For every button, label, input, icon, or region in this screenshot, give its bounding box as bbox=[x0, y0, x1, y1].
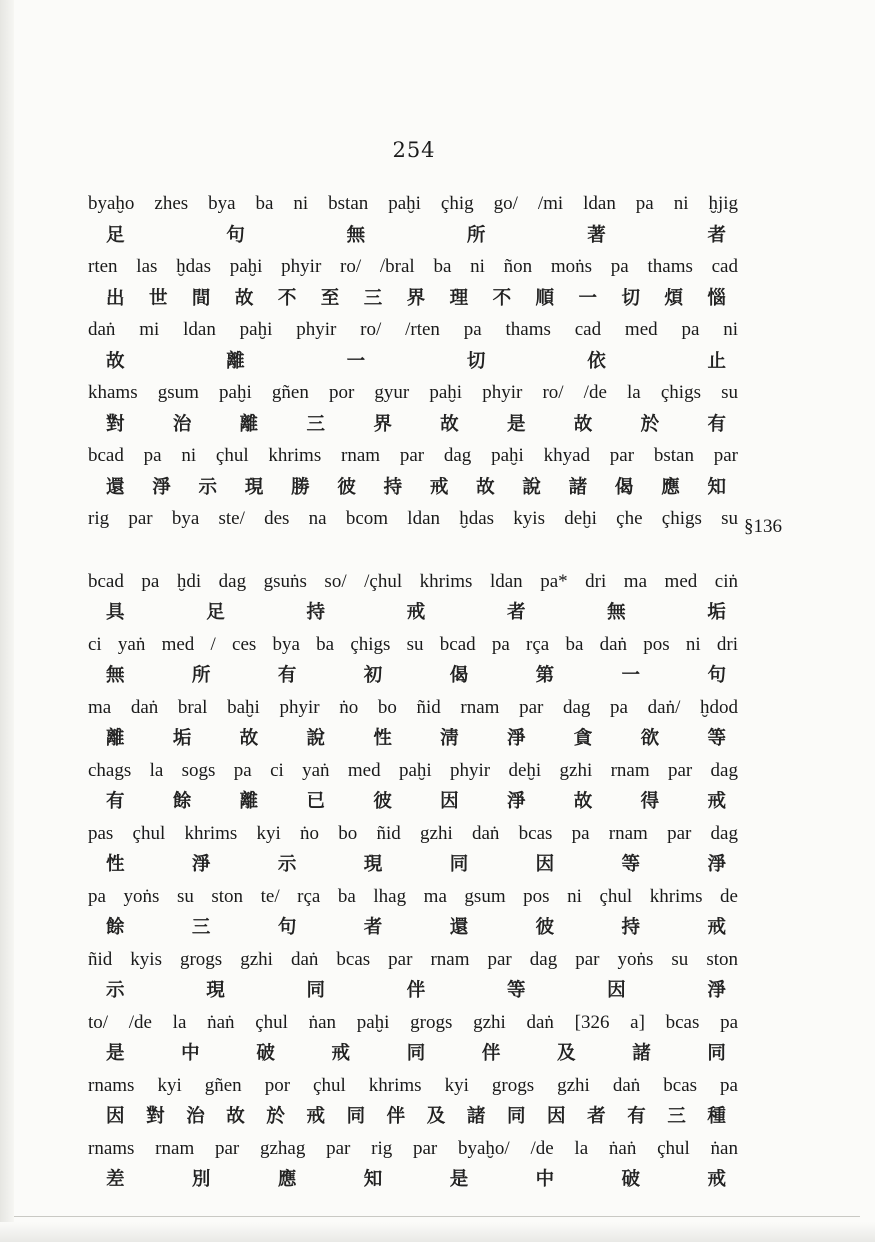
chinese-character: 中 bbox=[535, 1169, 555, 1190]
chinese-character: 諸 bbox=[466, 1106, 486, 1127]
section-mark: §136 bbox=[744, 516, 782, 537]
chinese-character: 故 bbox=[234, 287, 254, 309]
chinese-gloss-line bbox=[88, 283, 738, 315]
chinese-character: 間 bbox=[191, 287, 211, 309]
chinese-character: 及 bbox=[426, 1106, 446, 1127]
tibetan-line: rig par bya ste/ des na bcom ldan ḫdas kyis deḫi çhe çhigs su bbox=[88, 508, 738, 529]
chinese-character: 故 bbox=[226, 1106, 245, 1127]
chinese-character: 句 bbox=[707, 665, 726, 686]
chinese-character: 知 bbox=[363, 1169, 383, 1190]
page-left-margin-shadow bbox=[0, 0, 14, 1242]
chinese-character: 者 bbox=[363, 917, 383, 938]
chinese-character: 切 bbox=[466, 350, 486, 372]
chinese-character: 者 bbox=[707, 224, 726, 246]
chinese-character: 三 bbox=[667, 1106, 686, 1127]
paragraph-2 bbox=[88, 566, 738, 1196]
chinese-character: 足 bbox=[206, 602, 225, 623]
chinese-character: 伴 bbox=[481, 1043, 501, 1064]
chinese-character: 伴 bbox=[406, 980, 426, 1001]
text-body bbox=[88, 188, 738, 1196]
chinese-character: 還 bbox=[106, 476, 125, 498]
chinese-gloss-line bbox=[88, 849, 738, 881]
chinese-character: 於 bbox=[640, 413, 660, 435]
chinese-character: 戒 bbox=[406, 602, 426, 623]
chinese-gloss-line bbox=[88, 220, 738, 252]
chinese-character: 偈 bbox=[449, 665, 469, 686]
tibetan-line: chags la sogs pa ci yaṅ med paḫi phyir deḫi gzhi rnam par dag bbox=[88, 759, 738, 781]
chinese-character: 不 bbox=[492, 287, 512, 309]
chinese-character: 有 bbox=[106, 791, 125, 812]
chinese-character: 切 bbox=[621, 287, 640, 309]
chinese-character: 治 bbox=[172, 413, 192, 435]
chinese-character: 故 bbox=[573, 791, 593, 812]
chinese-character: 同 bbox=[449, 854, 469, 875]
tibetan-line: to/ /de la ṅaṅ çhul ṅan paḫi grogs gzhi daṅ [326 a] bcas pa bbox=[88, 1011, 738, 1033]
chinese-character: 故 bbox=[440, 413, 459, 435]
tibetan-line: daṅ mi ldan paḫi phyir ro/ /rten pa thams cad med pa ni bbox=[88, 319, 738, 340]
chinese-character: 破 bbox=[621, 1169, 641, 1190]
chinese-gloss-line bbox=[88, 1164, 738, 1196]
chinese-character: 於 bbox=[266, 1106, 285, 1127]
chinese-character: 同 bbox=[346, 1106, 366, 1127]
chinese-character: 無 bbox=[346, 224, 366, 246]
chinese-character: 是 bbox=[106, 1043, 125, 1064]
chinese-character: 知 bbox=[707, 476, 726, 498]
chinese-gloss-line bbox=[88, 597, 738, 629]
chinese-character: 有 bbox=[277, 665, 297, 686]
chinese-character: 現 bbox=[244, 476, 264, 498]
tibetan-line: rten las ḫdas paḫi phyir ro/ /bral ba ni ñon moṅs pa thams cad bbox=[88, 256, 738, 277]
page-bottom-edge bbox=[0, 1222, 875, 1242]
chinese-character: 順 bbox=[535, 287, 555, 309]
chinese-character: 初 bbox=[363, 665, 383, 686]
chinese-character: 淨 bbox=[506, 728, 526, 749]
chinese-character: 同 bbox=[306, 980, 325, 1001]
chinese-character: 持 bbox=[306, 602, 325, 623]
chinese-character: 示 bbox=[277, 854, 297, 875]
chinese-character: 垢 bbox=[172, 728, 192, 749]
chinese-character: 性 bbox=[373, 728, 392, 749]
chinese-character: 諸 bbox=[568, 476, 588, 498]
chinese-character: 餘 bbox=[106, 917, 125, 938]
chinese-gloss-line bbox=[88, 912, 738, 944]
chinese-character: 著 bbox=[587, 224, 606, 246]
chinese-character: 足 bbox=[106, 224, 125, 246]
chinese-character: 諸 bbox=[632, 1043, 651, 1064]
chinese-character: 有 bbox=[627, 1106, 646, 1127]
chinese-character: 一 bbox=[578, 287, 597, 309]
chinese-character: 者 bbox=[587, 1106, 606, 1127]
chinese-character: 已 bbox=[306, 791, 325, 812]
chinese-character: 是 bbox=[449, 1169, 469, 1190]
chinese-character: 淨 bbox=[506, 791, 526, 812]
chinese-gloss-line bbox=[88, 786, 738, 818]
chinese-character: 彼 bbox=[535, 917, 555, 938]
chinese-character: 偈 bbox=[614, 476, 634, 498]
chinese-character: 淨 bbox=[191, 854, 211, 875]
tibetan-line: pa yoṅs su ston te/ rça ba lhag ma gsum pos ni çhul khrims de bbox=[88, 885, 738, 907]
paragraph-gap bbox=[88, 535, 738, 566]
chinese-character: 惱 bbox=[707, 287, 726, 309]
chinese-character: 餘 bbox=[172, 791, 192, 812]
chinese-character: 所 bbox=[191, 665, 211, 686]
chinese-character: 彼 bbox=[373, 791, 392, 812]
chinese-character: 示 bbox=[198, 476, 218, 498]
chinese-gloss-line bbox=[88, 1038, 738, 1070]
chinese-character: 等 bbox=[621, 854, 641, 875]
tibetan-line: ñid kyis grogs gzhi daṅ bcas par rnam par dag par yoṅs su ston bbox=[88, 948, 738, 970]
chinese-character: 破 bbox=[256, 1043, 275, 1064]
chinese-character: 示 bbox=[106, 980, 125, 1001]
tibetan-line: khams gsum paḫi gñen por gyur paḫi phyir ro/ /de la çhigs su bbox=[88, 382, 738, 403]
chinese-character: 一 bbox=[621, 665, 641, 686]
chinese-character: 說 bbox=[522, 476, 541, 498]
tibetan-line: ci yaṅ med / ces bya ba çhigs su bcad pa rça ba daṅ pos ni dri bbox=[88, 633, 738, 655]
chinese-character: 差 bbox=[106, 1169, 125, 1190]
chinese-gloss-line bbox=[88, 975, 738, 1007]
chinese-character: 界 bbox=[373, 413, 392, 435]
chinese-character: 同 bbox=[707, 1043, 726, 1064]
chinese-character: 三 bbox=[363, 287, 383, 309]
chinese-character: 對 bbox=[106, 413, 125, 435]
chinese-character: 戒 bbox=[707, 917, 726, 938]
chinese-character: 是 bbox=[506, 413, 526, 435]
chinese-character: 持 bbox=[383, 476, 403, 498]
chinese-character: 種 bbox=[707, 1106, 726, 1127]
chinese-character: 煩 bbox=[664, 287, 683, 309]
chinese-gloss-line bbox=[88, 472, 738, 504]
chinese-character: 故 bbox=[239, 728, 259, 749]
chinese-character: 無 bbox=[106, 665, 125, 686]
chinese-character: 第 bbox=[535, 665, 555, 686]
chinese-gloss-line bbox=[88, 723, 738, 755]
tibetan-line: bcad pa ḫdi dag gsuṅs so/ /çhul khrims ldan pa* dri ma med ciṅ bbox=[88, 570, 738, 592]
chinese-character: 貪 bbox=[573, 728, 593, 749]
chinese-character: 離 bbox=[226, 350, 245, 372]
chinese-character: 治 bbox=[186, 1106, 205, 1127]
chinese-character: 者 bbox=[506, 602, 526, 623]
tibetan-line: rnams rnam par gzhag par rig par byaḫo/ /de la ṅaṅ çhul ṅan bbox=[88, 1137, 738, 1159]
chinese-character: 戒 bbox=[331, 1043, 351, 1064]
paragraph-1 bbox=[88, 188, 738, 535]
chinese-character: 說 bbox=[306, 728, 325, 749]
chinese-character: 等 bbox=[707, 728, 726, 749]
tibetan-line: pas çhul khrims kyi ṅo bo ñid gzhi daṅ bcas pa rnam par dag bbox=[88, 822, 738, 844]
chinese-character: 出 bbox=[106, 287, 125, 309]
tibetan-line: ma daṅ bral baḫi phyir ṅo bo ñid rnam par dag pa daṅ/ ḫdod bbox=[88, 696, 738, 718]
chinese-character: 同 bbox=[406, 1043, 426, 1064]
page-number: 254 bbox=[392, 138, 436, 162]
chinese-character: 別 bbox=[191, 1169, 211, 1190]
chinese-gloss-line bbox=[88, 1101, 738, 1133]
chinese-character: 故 bbox=[106, 350, 125, 372]
chinese-character: 戒 bbox=[306, 1106, 325, 1127]
chinese-character: 具 bbox=[106, 602, 125, 623]
chinese-gloss-line bbox=[88, 409, 738, 441]
chinese-character: 淨 bbox=[152, 476, 171, 498]
chinese-character: 伴 bbox=[386, 1106, 406, 1127]
chinese-character: 句 bbox=[226, 224, 245, 246]
chinese-character: 不 bbox=[277, 287, 297, 309]
chinese-character: 現 bbox=[363, 854, 383, 875]
chinese-character: 三 bbox=[191, 917, 211, 938]
chinese-character: 止 bbox=[707, 350, 726, 372]
chinese-character: 應 bbox=[661, 476, 680, 498]
chinese-character: 欲 bbox=[640, 728, 660, 749]
tibetan-line: bcad pa ni çhul khrims rnam par dag paḫi khyad par bstan par bbox=[88, 445, 738, 466]
chinese-character: 因 bbox=[547, 1106, 566, 1127]
chinese-character: 還 bbox=[449, 917, 469, 938]
chinese-character: 離 bbox=[239, 791, 259, 812]
chinese-character: 離 bbox=[239, 413, 259, 435]
chinese-character: 及 bbox=[557, 1043, 576, 1064]
chinese-character: 理 bbox=[449, 287, 469, 309]
bottom-rule bbox=[14, 1216, 860, 1217]
chinese-character: 句 bbox=[277, 917, 297, 938]
chinese-character: 淨 bbox=[707, 980, 726, 1001]
chinese-character: 依 bbox=[587, 350, 606, 372]
chinese-character: 所 bbox=[466, 224, 486, 246]
chinese-character: 勝 bbox=[291, 476, 310, 498]
chinese-gloss-line bbox=[88, 346, 738, 378]
chinese-character: 因 bbox=[106, 1106, 125, 1127]
chinese-character: 一 bbox=[346, 350, 366, 372]
chinese-character: 中 bbox=[181, 1043, 200, 1064]
chinese-character: 得 bbox=[640, 791, 660, 812]
chinese-character: 三 bbox=[306, 413, 325, 435]
chinese-character: 淸 bbox=[440, 728, 459, 749]
chinese-character: 無 bbox=[607, 602, 626, 623]
chinese-character: 故 bbox=[476, 476, 495, 498]
chinese-character: 戒 bbox=[429, 476, 449, 498]
tibetan-line: byaḫo zhes bya ba ni bstan paḫi çhig go/ /mi ldan pa ni ḫjig bbox=[88, 193, 738, 214]
chinese-character: 至 bbox=[320, 287, 340, 309]
chinese-character: 現 bbox=[206, 980, 225, 1001]
chinese-character: 有 bbox=[707, 413, 726, 435]
chinese-character: 因 bbox=[607, 980, 626, 1001]
chinese-character: 對 bbox=[146, 1106, 165, 1127]
chinese-character: 等 bbox=[506, 980, 526, 1001]
chinese-character: 因 bbox=[535, 854, 555, 875]
chinese-character: 界 bbox=[406, 287, 426, 309]
chinese-character: 同 bbox=[506, 1106, 526, 1127]
chinese-character: 世 bbox=[148, 287, 168, 309]
chinese-gloss-line bbox=[88, 660, 738, 692]
chinese-character: 應 bbox=[277, 1169, 297, 1190]
chinese-character: 淨 bbox=[707, 854, 726, 875]
chinese-character: 戒 bbox=[707, 1169, 726, 1190]
chinese-character: 離 bbox=[106, 728, 125, 749]
chinese-character: 戒 bbox=[707, 791, 726, 812]
chinese-character: 因 bbox=[440, 791, 459, 812]
chinese-character: 性 bbox=[106, 854, 125, 875]
tibetan-line: rnams kyi gñen por çhul khrims kyi grogs gzhi daṅ bcas pa bbox=[88, 1074, 738, 1096]
chinese-character: 垢 bbox=[707, 602, 726, 623]
chinese-character: 故 bbox=[573, 413, 593, 435]
chinese-character: 持 bbox=[621, 917, 641, 938]
chinese-character: 彼 bbox=[337, 476, 356, 498]
